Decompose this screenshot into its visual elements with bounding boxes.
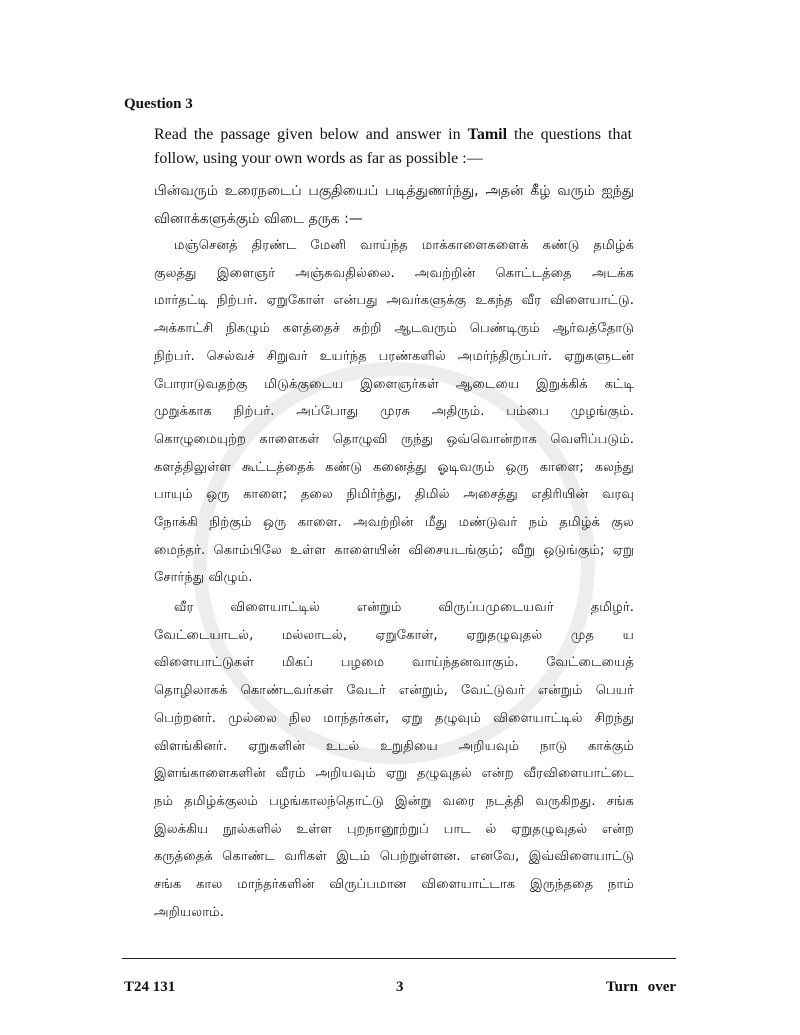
paragraph-1-line: அக்காட்சி நிகழும் களத்தைச் சுற்றி ஆடவரும் பெண்டிரும் ஆர்வத்தோடு (154, 321, 634, 337)
paragraph-2-line: நம் தமிழ்க்குலம் பழங்காலந்தொட்டு இன்று வரை நடத்தி வருகிறது. சங்க (154, 793, 634, 809)
paragraph-2-line: அறியலாம். (154, 904, 224, 920)
paragraph-1-line: போராடுவதற்கு மிடுக்குடைய இளைஞர்கள் ஆடையை இறுக்கிக் கட்டி (154, 376, 634, 392)
passage-paragraph-2 (154, 594, 634, 926)
paragraph-1-line: களத்திலுள்ள கூட்டத்தைக் கண்டு கனைத்து ஓடிவரும் ஒரு காளை; கலந்து (154, 459, 634, 475)
paragraph-2-line: சங்க கால மாந்தர்களின் விருப்பமான விளையாட்டாக இருந்ததை நாம் (154, 877, 634, 893)
paragraph-1-line: மைந்தர். கொம்பிலே உள்ள காளையின் விசையடங்கும்; வீறு ஒடுங்கும்; ஏறு (154, 542, 634, 558)
paragraph-2-line: வீர விளையாட்டில் என்றும் விருப்பமுடையவர் தமிழர். (174, 600, 634, 615)
paragraph-1-line: நோக்கி நிற்கும் ஒரு காளை. அவற்றின் மீது மண்டுவர் நம் தமிழ்க் குல (154, 515, 634, 531)
question-heading: Question 3 (124, 96, 193, 112)
paragraph-1-line: சோர்ந்து விழும். (154, 570, 253, 586)
instruction-text-start: Read the passage given below and answer in (154, 126, 468, 143)
paragraph-1-line: பாயும் ஒரு காளை; தலை நிமிர்ந்து, திமில் அசைத்து எதிரியின் வரவு (154, 487, 634, 503)
instruction-text-end: the questions that follow, using your own words as far as possible :— (154, 126, 633, 167)
paragraph-2-line: வேட்டையாடல், மல்லாடல், ஏறுகோள், ஏறுதழுவுதல் முத ய (154, 627, 634, 643)
paragraph-2-line: தொழிலாகக் கொண்டவர்கள் வேடர் என்றும், வேட்டுவர் என்றும் பெயர் (154, 683, 634, 699)
passage-paragraph-1 (154, 232, 634, 592)
footer-turn-over: Turn over (606, 979, 677, 995)
tamil-instruction: பின்வரும் உரைநடைப் பகுதியைப் படித்துணர்ந்து, அதன் கீழ் வரும் ஐந்து வினாக்களுக்கும் விடை தருக :— (154, 183, 634, 227)
paragraph-1-line: மார்தட்டி நிற்பர். ஏறுகோள் என்பது அவர்களுக்கு உகந்த வீர விளையாட்டு. (154, 293, 634, 309)
paragraph-1-line: கொழுமையுற்ற காளைகள் தொழுவி ருந்து ஒவ்வொன்றாக வெளிப்படும். (154, 431, 634, 447)
footer-divider (122, 958, 676, 959)
english-instruction (154, 123, 632, 171)
paragraph-2-line: விளங்கினர். ஏறுகளின் உடல் உறுதியை அறியவும் நாடு காக்கும் (154, 738, 634, 754)
paragraph-2-line: விளையாட்டுகள் மிகப் பழமை வாய்ந்தனவாகும். வேட்டையைத் (154, 655, 634, 671)
instruction-bold-word: Tamil (467, 126, 508, 143)
paragraph-1-line: மஞ்செனத் திரண்ட மேனி வாய்ந்த மாக்காளைகளைக் கண்டு தமிழ்க் (174, 238, 634, 253)
paragraph-2-line: இளங்காளைகளின் வீரம் அறியவும் ஏறு தழுவுதல் என்ற வீரவிளையாட்டை (154, 766, 634, 782)
paragraph-2-line: பெற்றனர். முல்லை நில மாந்தர்கள், ஏறு தழுவும் விளையாட்டில் சிறந்து (154, 710, 634, 726)
paragraph-2-line: இலக்கிய நூல்களில் உள்ள புறநானூற்றுப் பாட ல் ஏறுதழுவுதல் என்ற (154, 821, 634, 837)
footer-paper-code: T24 131 (124, 979, 176, 995)
paragraph-1-line: நிற்பர். செல்வச் சிறுவர் உயர்ந்த பரண்களில் அமர்ந்திருப்பர். ஏறுகளுடன் (154, 348, 634, 364)
paragraph-2-line: கருத்தைக் கொண்ட வரிகள் இடம் பெற்றுள்ளன. எனவே, இவ்விளையாட்டு (154, 849, 634, 865)
paragraph-1-line: குலத்து இளைஞர் அஞ்சுவதில்லை. அவற்றின் கொட்டத்தை அடக்க (154, 265, 634, 281)
paragraph-1-line: முறுக்காக நிற்பர். அப்போது முரசு அதிரும். பம்பை முழங்கும். (154, 404, 634, 420)
footer-page-number: 3 (396, 979, 404, 995)
